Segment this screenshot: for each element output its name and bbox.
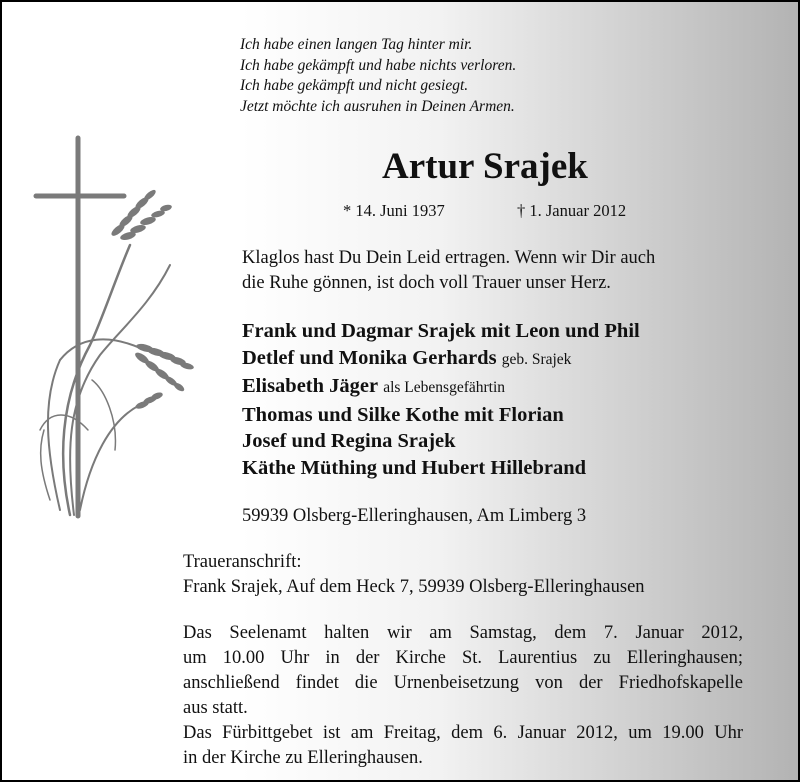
mourner-name: Detlef und Monika Gerhards xyxy=(242,346,497,369)
mourner-name: Thomas und Silke Kothe mit Florian xyxy=(242,403,564,426)
mourner-row xyxy=(242,455,640,482)
mourner-name: Käthe Müthing und Hubert Hillebrand xyxy=(242,456,587,479)
verse xyxy=(242,246,655,296)
mourner-row xyxy=(242,428,640,455)
family-address: 59939 Olsberg-Elleringhausen, Am Limberg 3 xyxy=(242,506,587,526)
mourner-note: als Lebensgefährtin xyxy=(383,379,506,396)
service-line: um 10.00 Uhr in der Kirche St. Laurentius zu Elleringhausen; xyxy=(183,648,743,668)
service-line: Das Fürbittgebet ist am Freitag, dem 6. Januar 2012, um 19.00 Uhr xyxy=(183,723,743,743)
poem xyxy=(240,35,516,117)
mourners-list xyxy=(242,318,640,481)
mourner-name: Josef und Regina Srajek xyxy=(242,430,456,452)
mailing-value: Frank Srajek, Auf dem Heck 7, 59939 Olsberg-Elleringhausen xyxy=(183,577,645,597)
poem-line: Ich habe gekämpft und nicht gesiegt. xyxy=(240,77,469,94)
verse-line: Klaglos hast Du Dein Leid ertragen. Wenn wir Dir auch xyxy=(242,248,656,268)
poem-line: Jetzt möchte ich ausruhen in Deinen Armen. xyxy=(240,97,515,115)
mourner-row xyxy=(242,345,640,374)
deceased-name: Artur Srajek xyxy=(382,146,588,187)
mourner-row xyxy=(242,373,640,402)
service-line: Das Seelenamt halten wir am Samstag, dem 7. Januar 2012, xyxy=(183,623,743,643)
mourner-name: Frank und Dagmar Srajek mit Leon und Phil xyxy=(242,320,640,342)
mourner-name: Elisabeth Jäger xyxy=(242,375,379,397)
service-line: in der Kirche zu Elleringhausen. xyxy=(183,748,423,768)
mourner-row xyxy=(242,318,640,345)
poem-line: Ich habe einen langen Tag hinter mir. xyxy=(240,36,473,53)
mailing-address xyxy=(183,550,645,600)
death-date: † 1. Januar 2012 xyxy=(517,201,627,220)
service-line: anschließend findet die Urnenbeisetzung von der Friedhofskapelle xyxy=(183,673,743,693)
mailing-label: Traueranschrift: xyxy=(183,552,302,572)
service-line: aus statt. xyxy=(183,698,248,718)
mourner-row xyxy=(242,402,640,429)
mourner-note: geb. Srajek xyxy=(501,350,572,368)
birth-date: * 14. Juni 1937 xyxy=(343,201,445,220)
service-info xyxy=(183,621,743,771)
poem-line: Ich habe gekämpft und habe nichts verloren. xyxy=(240,56,517,74)
cross-with-wheat-icon xyxy=(30,130,200,525)
verse-line: die Ruhe gönnen, ist doch voll Trauer unser Herz. xyxy=(242,273,611,293)
